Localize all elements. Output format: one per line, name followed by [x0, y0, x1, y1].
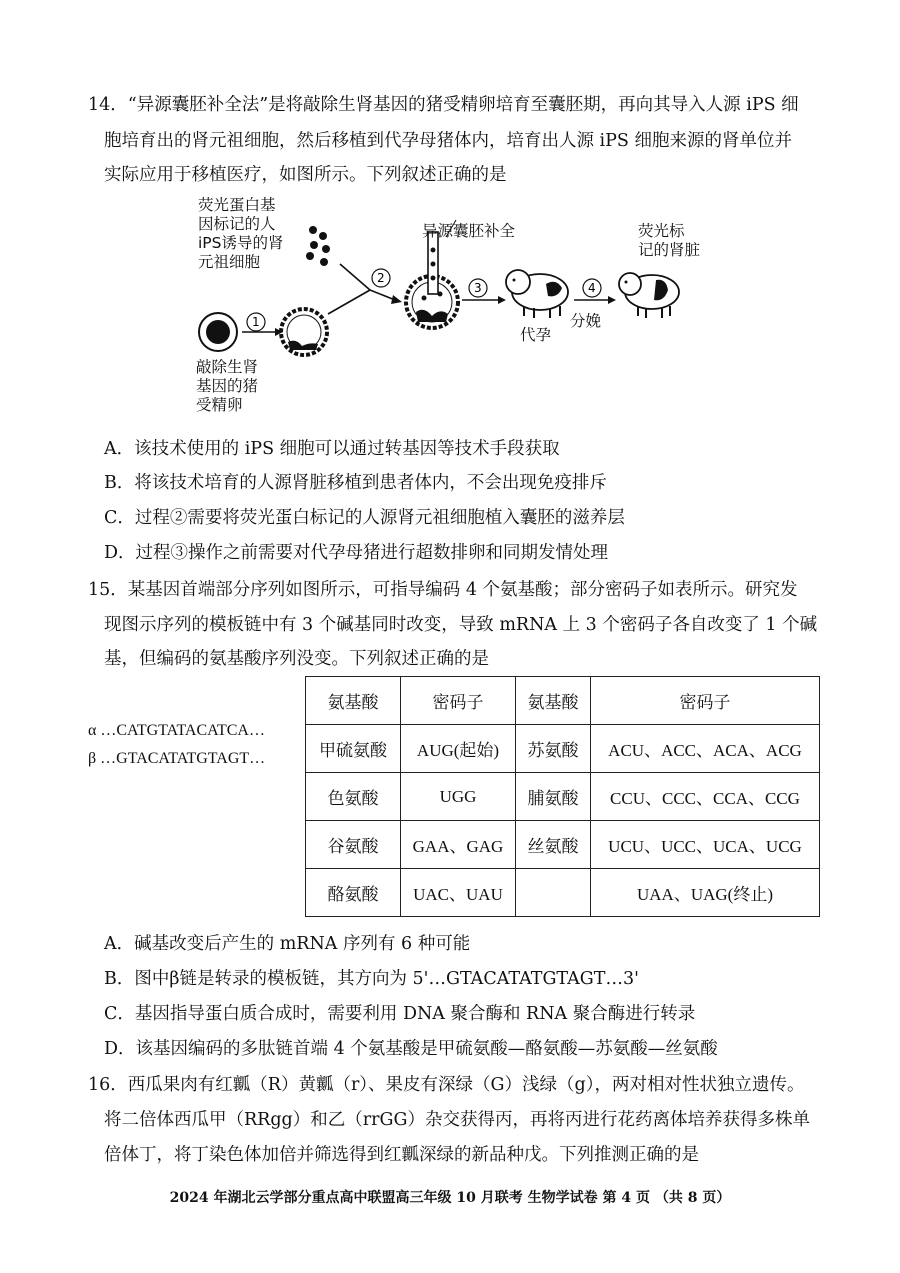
label-ips-cells: 荧光蛋白基 因标记的人 iPS诱导的肾 元祖细胞 — [198, 196, 284, 271]
surrogate-pig-icon — [506, 270, 568, 318]
q14-option-d: D．过程③操作之前需要对代孕母猪进行超数排卵和同期发情处理 — [104, 543, 609, 563]
label-kidney: 荧光标 记的肾脏 — [638, 222, 701, 259]
codon-table — [305, 676, 820, 917]
seq-beta-strand: β …GTACATATGTAGT… — [88, 750, 266, 767]
step3-arrow-icon — [462, 279, 506, 304]
svg-text:4: 4 — [588, 281, 596, 295]
table-row — [306, 869, 820, 917]
q15-line-1: 15．某基因首端部分序列如图所示，可指导编码 4 个氨基酸；部分密码子如表所示。研究发 — [88, 580, 798, 600]
table-cell: AUG(起始) — [401, 725, 516, 773]
table-header-row — [306, 677, 820, 725]
svg-text:2: 2 — [377, 271, 385, 285]
table-cell: CCU、CCC、CCA、CCG — [591, 773, 820, 821]
table-cell: 丝氨酸 — [516, 821, 591, 869]
label-fertilized-egg: 敲除生肾 基因的猪 受精卵 — [196, 358, 259, 414]
offspring-pig-icon — [619, 273, 679, 318]
q14-option-b: B．将该技术培育的人源肾脏移植到患者体内，不会出现免疫排斥 — [104, 473, 607, 493]
label-birth: 分娩 — [570, 312, 602, 330]
table-header-cell: 氨基酸 — [306, 677, 401, 725]
q16-line-3: 倍体丁，将丁染色体加倍并筛选得到红瓤深绿的新品种戊。下列推测正确的是 — [104, 1145, 699, 1165]
label-surrogate: 代孕 — [520, 326, 552, 344]
table-cell: 苏氨酸 — [516, 725, 591, 773]
table-cell: 色氨酸 — [306, 773, 401, 821]
q15-option-a: A．碱基改变后产生的 mRNA 序列有 6 种可能 — [104, 934, 471, 954]
step1-arrow-icon — [242, 313, 283, 336]
q14-line-2: 胞培育出的肾元祖细胞，然后移植到代孕母猪体内，培育出人源 iPS 细胞来源的肾单位并 — [104, 131, 792, 151]
step2-arrow-icon — [328, 264, 402, 314]
table-header-cell: 密码子 — [591, 677, 820, 725]
table-header-cell: 密码子 — [401, 677, 516, 725]
table-cell: 甲硫氨酸 — [306, 725, 401, 773]
table-cell: UAA、UAG(终止) — [591, 869, 820, 917]
ips-cells-icon — [306, 226, 330, 266]
table-cell: 酪氨酸 — [306, 869, 401, 917]
svg-text:3: 3 — [474, 281, 482, 295]
q16-line-1: 16．西瓜果肉有红瓤（R）黄瓤（r）、果皮有深绿（G）浅绿（g），两对相对性状独立遗传。 — [88, 1075, 805, 1095]
step4-arrow-icon — [574, 279, 616, 304]
table-cell — [516, 869, 591, 917]
table-cell: UGG — [401, 773, 516, 821]
table-cell: 谷氨酸 — [306, 821, 401, 869]
q15-option-b: B．图中β链是转录的模板链，其方向为 5'…GTACATATGTAGT…3' — [104, 969, 639, 989]
q15-line-2: 现图示序列的模板链中有 3 个碱基同时改变，导致 mRNA 上 3 个密码子各自改变了 1 个碱 — [104, 615, 818, 635]
table-cell: 脯氨酸 — [516, 773, 591, 821]
table-cell: UCU、UCC、UCA、UCG — [591, 821, 820, 869]
q15-option-d: D．该基因编码的多肽链首端 4 个氨基酸是甲硫氨酸—酪氨酸—苏氨酸—丝氨酸 — [104, 1039, 718, 1059]
q14-figure — [190, 192, 710, 422]
table-row — [306, 821, 820, 869]
table-row — [306, 725, 820, 773]
q16-line-2: 将二倍体西瓜甲（RRgg）和乙（rrGG）杂交获得丙，再将丙进行花药离体培养获得多株单 — [104, 1110, 810, 1130]
blastocyst-icon — [281, 309, 327, 355]
fertilized-egg-icon — [199, 313, 237, 351]
q14-option-a: A．该技术使用的 iPS 细胞可以通过转基因等技术手段获取 — [104, 439, 560, 459]
q15-option-c: C．基因指导蛋白质合成时，需要利用 DNA 聚合酶和 RNA 聚合酶进行转录 — [104, 1004, 696, 1024]
svg-text:1: 1 — [252, 315, 260, 329]
table-cell: GAA、GAG — [401, 821, 516, 869]
label-blastocyst-complement: 异源囊胚补全 — [422, 222, 516, 240]
seq-alpha-strand: α …CATGTATACATCA… — [88, 722, 265, 739]
q14-line-1: 14．“异源囊胚补全法”是将敲除生肾基因的猪受精卵培育至囊胚期，再向其导入人源 iPS 细 — [88, 95, 799, 115]
table-header-cell: 氨基酸 — [516, 677, 591, 725]
page-footer: 2024 年湖北云学部分重点高中联盟高三年级 10 月联考 生物学试卷 第 4 页 （共 8 页） — [169, 1190, 731, 1206]
table-cell: UAC、UAU — [401, 869, 516, 917]
q14-line-3: 实际应用于移植医疗，如图所示。下列叙述正确的是 — [104, 165, 507, 185]
table-row — [306, 773, 820, 821]
q15-line-3: 基，但编码的氨基酸序列没变。下列叙述正确的是 — [104, 649, 489, 669]
table-cell: ACU、ACC、ACA、ACG — [591, 725, 820, 773]
q14-option-c: C．过程②需要将荧光蛋白标记的人源肾元祖细胞植入囊胚的滋养层 — [104, 508, 625, 528]
